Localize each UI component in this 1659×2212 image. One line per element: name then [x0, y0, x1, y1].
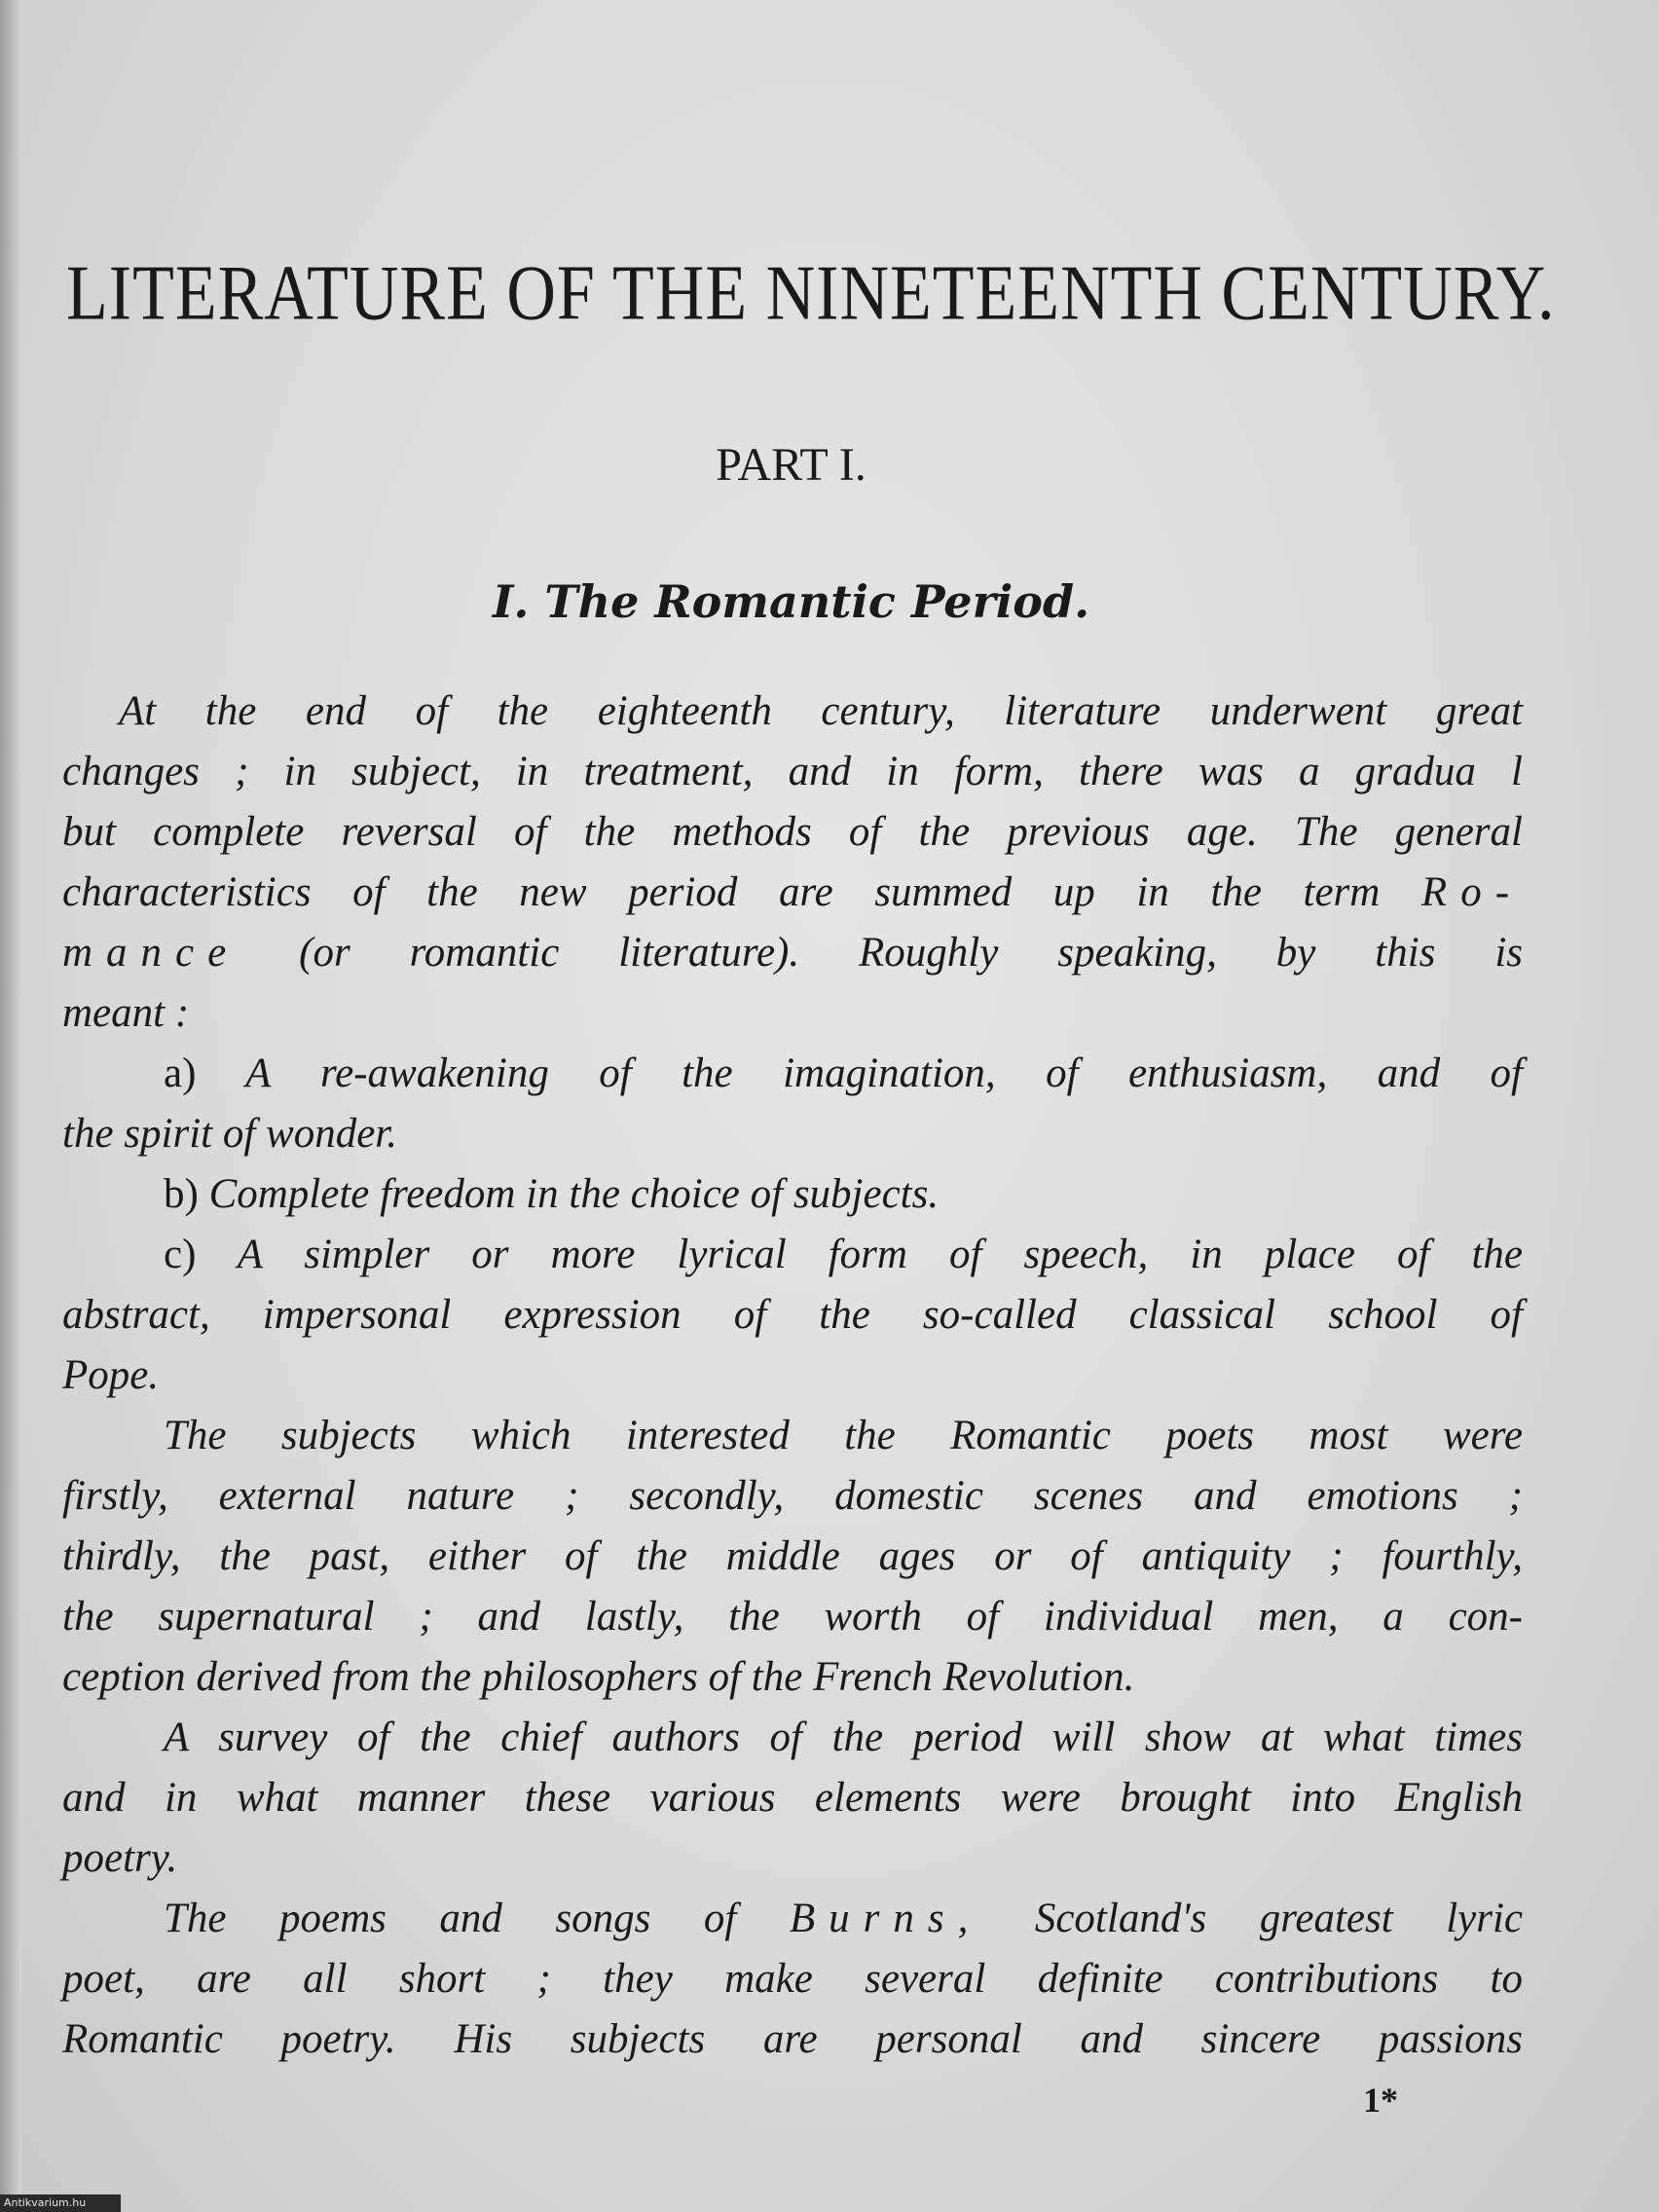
list-item-a: a) A re-awakening of the imagination, of enthusiasm, and of — [164, 1051, 1523, 1096]
text-line: the supernatural ; and lastly, the worth of individual men, a con- — [62, 1594, 1523, 1640]
text-line: poetry. — [62, 1835, 178, 1881]
text-line: characteristics of the new period are summed up in the term Ro- — [62, 869, 1524, 915]
section-heading: I. The Romantic Period. — [492, 575, 1090, 628]
text-line: The poems and songs of Burns, Scotland's greatest lyric — [164, 1896, 1524, 1941]
chapter-title: LITERATURE OF THE NINETEENTH CENTURY. — [66, 250, 1556, 337]
text-line: meant : — [62, 990, 190, 1036]
text-line: and in what manner these various elements were brought into English — [62, 1775, 1523, 1821]
text-line: the spirit of wonder. — [62, 1111, 398, 1157]
text-line: ception derived from the philosophers of the French Revolution. — [62, 1654, 1135, 1700]
text-line: changes ; in subject, in treatment, and in form, there was a gradua l — [62, 749, 1523, 794]
watermark: Antikvarium.hu — [0, 2194, 121, 2212]
list-item-c: c) A simpler or more lyrical form of speech, in place of the — [164, 1232, 1523, 1277]
text-line: thirdly, the past, either of the middle ages or of antiquity ; fourthly, — [62, 1533, 1523, 1579]
page-number: 1* — [1363, 2081, 1398, 2120]
text-line: mance (or romantic literature). Roughly speaking, by this is — [62, 930, 1523, 976]
text-line: Pope. — [62, 1352, 160, 1398]
list-item-b: b) Complete freedom in the choice of subjects. — [164, 1171, 940, 1217]
text-line: At the end of the eighteenth century, literature underwent great — [119, 688, 1523, 734]
text-line: poet, are all short ; they make several definite contributions to — [62, 1956, 1523, 2002]
part-heading: PART I. — [716, 439, 866, 491]
text-line: but complete reversal of the methods of the previous age. The general — [62, 809, 1523, 855]
text-line: A survey of the chief authors of the period will show at what times — [164, 1714, 1523, 1760]
text-line: The subjects which interested the Romantic poets most were — [164, 1413, 1523, 1458]
text-line: abstract, impersonal expression of the so-called classical school of — [62, 1292, 1523, 1338]
text-line: firstly, external nature ; secondly, domestic scenes and emotions ; — [62, 1473, 1523, 1519]
text-line: Romantic poetry. His subjects are personal and sincere passions — [62, 2016, 1523, 2062]
